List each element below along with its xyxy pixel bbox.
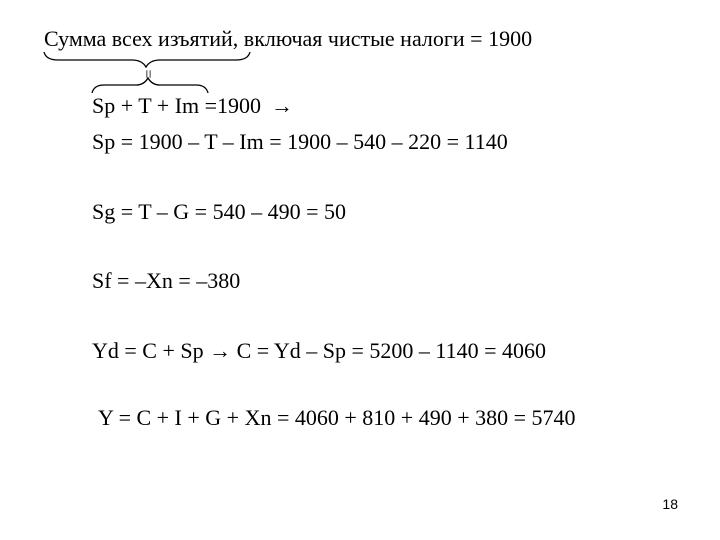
consumption-equation-text: C = Yd – Sp = 5200 – 1140 = 4060 xyxy=(236,338,547,363)
sg-calculation-line: Sg = T – G = 540 – 490 = 50 xyxy=(92,199,346,224)
total-withdrawals-line: Сумма всех изъятий, включая чистые налоги = 1900 xyxy=(44,26,533,51)
bottom-brace xyxy=(92,78,208,93)
yd-equation-text: Yd = C + Sp xyxy=(92,338,204,363)
arrow-icon: → xyxy=(271,93,294,118)
top-brace xyxy=(44,52,250,67)
sum-equation-line xyxy=(92,95,293,117)
sum-equation-text: Sp + T + Im =1900 xyxy=(92,93,262,118)
vertical-equals-sign: = xyxy=(139,69,156,79)
arrow-icon: → xyxy=(209,338,232,363)
yd-calculation-line xyxy=(92,340,546,362)
sp-calculation-line: Sp = 1900 – T – Im = 1900 – 540 – 220 = 1140 xyxy=(92,129,508,154)
sf-calculation-line: Sf = –Xn = –380 xyxy=(92,268,241,293)
page-number: 18 xyxy=(662,496,678,512)
y-calculation-line: Y = C + I + G + Xn = 4060 + 810 + 490 + 380 = 5740 xyxy=(98,405,576,430)
